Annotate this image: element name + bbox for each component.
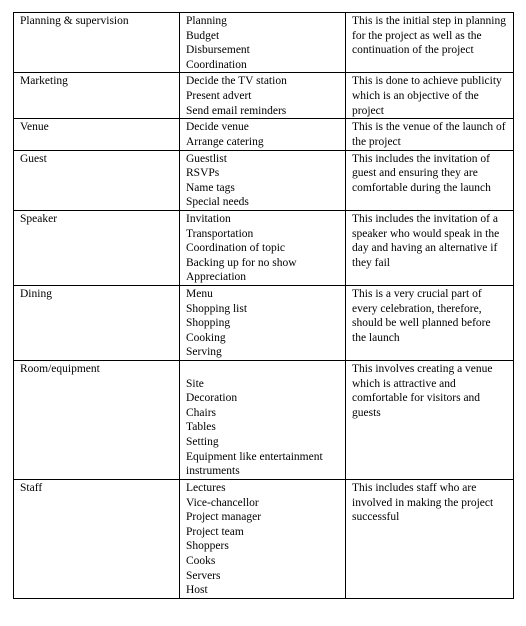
task-item: Servers bbox=[186, 569, 221, 582]
category-cell bbox=[14, 285, 180, 360]
task-item: RSVPs bbox=[186, 167, 220, 180]
description-text: This involves creating a venue which is attractive and comfortable for visitors and guests bbox=[352, 362, 493, 419]
category-label: Venue bbox=[20, 121, 49, 134]
items-cell bbox=[180, 119, 346, 150]
description-cell bbox=[346, 150, 514, 210]
description-cell bbox=[346, 285, 514, 360]
task-item: Coordination of topic bbox=[186, 242, 286, 255]
table-row bbox=[14, 479, 514, 598]
category-label: Dining bbox=[20, 287, 52, 300]
category-cell bbox=[14, 13, 180, 73]
task-item: Decoration bbox=[186, 392, 238, 405]
task-item: Shopping list bbox=[186, 302, 248, 315]
description-cell bbox=[346, 73, 514, 119]
items-cell bbox=[180, 210, 346, 285]
category-label: Marketing bbox=[20, 75, 68, 88]
task-item: Site bbox=[186, 377, 204, 390]
task-item: Tables bbox=[186, 421, 216, 434]
description-text: This is the venue of the launch of the project bbox=[352, 121, 506, 148]
description-cell bbox=[346, 119, 514, 150]
description-cell bbox=[346, 210, 514, 285]
category-label: Guest bbox=[20, 152, 47, 165]
items-cell bbox=[180, 360, 346, 479]
description-text: This includes staff who are involved in making the project successful bbox=[352, 481, 494, 524]
table-row bbox=[14, 210, 514, 285]
table-row bbox=[14, 285, 514, 360]
description-cell bbox=[346, 13, 514, 73]
description-text: This includes the invitation of a speaker who would speak in the day and having an alternative if they fail bbox=[352, 212, 500, 269]
task-item: Chairs bbox=[186, 406, 217, 419]
description-text: This is a very crucial part of every celebration, therefore, should be well planned before the launch bbox=[352, 287, 491, 344]
task-item: Planning bbox=[186, 15, 227, 27]
task-item: Guestlist bbox=[186, 152, 227, 165]
task-item: Host bbox=[186, 584, 208, 597]
table-row bbox=[14, 13, 514, 73]
task-item: Equipment like entertainment instruments bbox=[186, 450, 323, 478]
items-cell bbox=[180, 285, 346, 360]
description-text: This is the initial step in planning for the project as well as the continuation of the project bbox=[352, 15, 506, 57]
task-item: Present advert bbox=[186, 89, 252, 102]
table-row bbox=[14, 150, 514, 210]
task-item: Project manager bbox=[186, 511, 262, 524]
task-item: Vice-chancellor bbox=[186, 496, 259, 509]
task-item: Coordination bbox=[186, 58, 247, 71]
task-item: Project team bbox=[186, 525, 244, 538]
task-item: Name tags bbox=[186, 181, 235, 194]
task-item: Send email reminders bbox=[186, 104, 287, 117]
task-item: Menu bbox=[186, 287, 213, 300]
items-cell bbox=[180, 13, 346, 73]
task-item: Shopping bbox=[186, 317, 231, 330]
category-cell bbox=[14, 73, 180, 119]
task-item: Serving bbox=[186, 346, 222, 359]
category-cell bbox=[14, 150, 180, 210]
items-cell bbox=[180, 73, 346, 119]
task-item: Backing up for no show bbox=[186, 256, 297, 269]
category-label: Speaker bbox=[20, 212, 58, 225]
category-label: Staff bbox=[20, 481, 43, 494]
project-plan-table bbox=[13, 12, 514, 599]
task-item: Invitation bbox=[186, 212, 231, 225]
table-row bbox=[14, 119, 514, 150]
items-cell bbox=[180, 150, 346, 210]
task-item: Appreciation bbox=[186, 271, 247, 284]
task-item: Disbursement bbox=[186, 44, 250, 57]
blank-line bbox=[186, 362, 339, 377]
category-label: Planning & supervision bbox=[20, 15, 129, 27]
task-item: Transportation bbox=[186, 227, 254, 240]
category-cell bbox=[14, 479, 180, 598]
task-item: Cooks bbox=[186, 554, 216, 567]
task-item: Arrange catering bbox=[186, 135, 264, 148]
task-item: Special needs bbox=[186, 196, 249, 209]
category-cell bbox=[14, 210, 180, 285]
task-item: Lectures bbox=[186, 481, 226, 494]
description-text: This includes the invitation of guest and ensuring they are comfortable during the launch bbox=[352, 152, 491, 194]
task-item: Cooking bbox=[186, 331, 226, 344]
task-item: Decide the TV station bbox=[186, 75, 287, 88]
table-row bbox=[14, 73, 514, 119]
task-item: Shoppers bbox=[186, 540, 229, 553]
description-cell bbox=[346, 360, 514, 479]
category-label: Room/equipment bbox=[20, 362, 100, 375]
table-row bbox=[14, 360, 514, 479]
task-item: Setting bbox=[186, 435, 219, 448]
task-item: Decide venue bbox=[186, 121, 249, 134]
category-cell bbox=[14, 360, 180, 479]
task-item: Budget bbox=[186, 29, 220, 42]
category-cell bbox=[14, 119, 180, 150]
description-text: This is done to achieve publicity which is an objective of the project bbox=[352, 75, 502, 117]
description-cell bbox=[346, 479, 514, 598]
items-cell bbox=[180, 479, 346, 598]
